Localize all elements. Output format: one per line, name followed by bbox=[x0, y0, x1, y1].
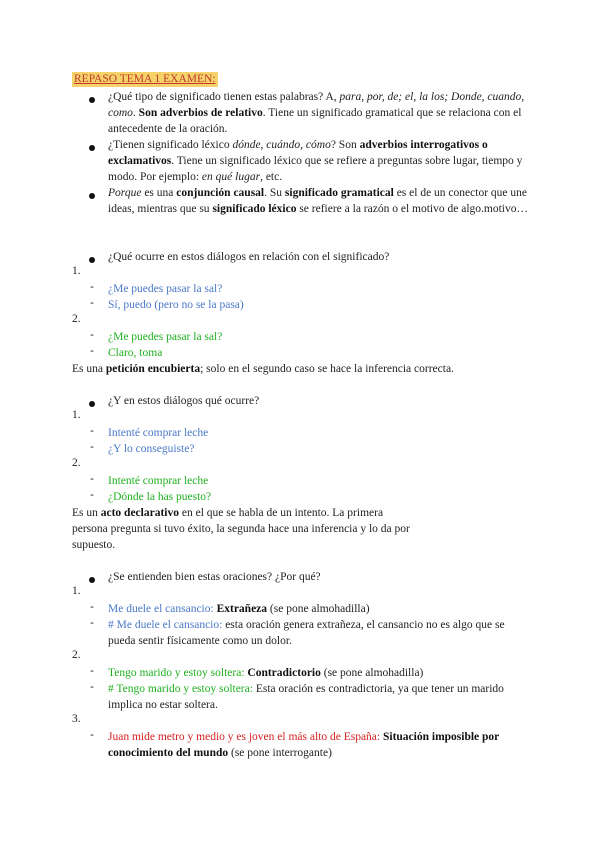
dialog-line: ¿Dónde la has puesto? bbox=[108, 491, 212, 503]
dash-marker: - bbox=[90, 729, 94, 741]
answer-4 bbox=[72, 361, 532, 377]
question-3 bbox=[108, 185, 528, 217]
s1a-quote: Me duele el cansancio: bbox=[108, 603, 217, 615]
dash-marker: - bbox=[90, 473, 94, 485]
s1a-bold: Extrañeza bbox=[216, 603, 268, 615]
question-1 bbox=[108, 89, 528, 137]
list-number: 2. bbox=[72, 313, 81, 325]
q1-examples: para, por, de; el, la los; Donde, cuando, como bbox=[108, 91, 525, 119]
q2-example-italic: en qué lugar bbox=[201, 171, 261, 183]
a5-text-c: en el que se habla de un intento. La primera persona pregunta si tuvo éxito, la segunda hace una inferencia y lo da por supuesto. bbox=[72, 507, 410, 551]
bullet-icon bbox=[89, 97, 95, 103]
sentence-2b bbox=[108, 681, 528, 713]
s2b-quote: # Tengo marido y estoy soltera: bbox=[108, 683, 256, 695]
q2-text-a: ¿Tienen significado léxico bbox=[108, 139, 233, 151]
q3-word-italic: Porque bbox=[108, 187, 142, 199]
dash-marker: - bbox=[90, 297, 94, 309]
a5-text-a: Es un bbox=[72, 507, 101, 519]
q1-text-c: . bbox=[132, 107, 139, 119]
bullet-icon bbox=[89, 401, 95, 407]
dialog-line: ¿Y lo conseguiste? bbox=[108, 443, 195, 455]
sentence-3a bbox=[108, 729, 528, 761]
sentence-2a bbox=[108, 665, 528, 681]
s2a-bold: Contradictorio bbox=[247, 667, 321, 679]
a4-bold: petición encubierta bbox=[105, 363, 201, 375]
q3-bold-g: significado léxico bbox=[212, 203, 297, 215]
q3-bold-c: conjunción causal bbox=[176, 187, 265, 199]
q2-text-e: . Tiene un significado léxico que se refiere a preguntas sobre lugar, tiempo y modo. Por ejemplo: bbox=[108, 155, 523, 183]
dash-marker: - bbox=[90, 329, 94, 341]
q3-bold-e: significado gramatical bbox=[284, 187, 394, 199]
dash-marker: - bbox=[90, 601, 94, 613]
list-number: 2. bbox=[72, 457, 81, 469]
dialog-line: Claro, toma bbox=[108, 347, 163, 359]
q1-text-e: . Tiene un significado gramatical que se relaciona con el antecedente de la oración. bbox=[108, 107, 522, 135]
question-5: ¿Y en estos diálogos qué ocurre? bbox=[108, 395, 260, 407]
q3-text-b: es una bbox=[141, 187, 177, 199]
dash-marker: - bbox=[90, 281, 94, 293]
q3-text-d: . Su bbox=[264, 187, 285, 199]
q1-answer-bold: Son adverbios de relativo bbox=[138, 107, 263, 119]
list-number: 2. bbox=[72, 649, 81, 661]
s1a-note: (se pone almohadilla) bbox=[267, 603, 370, 615]
a4-text-c: ; solo en el segundo caso se hace la inferencia correcta. bbox=[200, 363, 454, 375]
sentence-1a bbox=[108, 601, 528, 617]
q3-text-f: es el de un conector que une ideas, mientras que su bbox=[108, 187, 527, 215]
dash-marker: - bbox=[90, 441, 94, 453]
bullet-icon bbox=[89, 577, 95, 583]
dash-marker: - bbox=[90, 617, 94, 629]
dash-marker: - bbox=[90, 681, 94, 693]
s2a-quote: Tengo marido y estoy soltera: bbox=[108, 667, 248, 679]
dialog-line: Intenté comprar leche bbox=[108, 475, 209, 487]
list-number: 1. bbox=[72, 409, 81, 421]
s3a-quote: Juan mide metro y medio y es joven el más alto de España: bbox=[108, 731, 383, 743]
bullet-icon bbox=[89, 257, 95, 263]
page-title: REPASO TEMA 1 EXAMEN: bbox=[74, 73, 216, 85]
list-number: 1. bbox=[72, 265, 81, 277]
list-number: 3. bbox=[72, 713, 81, 725]
s2a-note: (se pone almohadilla) bbox=[320, 667, 424, 679]
question-4: ¿Qué ocurre en estos diálogos en relación con el significado? bbox=[108, 251, 390, 263]
dash-marker: - bbox=[90, 345, 94, 357]
q1-text-a: ¿Qué tipo de significado tienen estas palabras? A, bbox=[108, 91, 340, 103]
q2-text-c: ? Son bbox=[330, 139, 360, 151]
dialog-line: ¿Me puedes pasar la sal? bbox=[108, 331, 223, 343]
a5-bold: acto declarativo bbox=[100, 507, 179, 519]
a4-text-a: Es una bbox=[72, 363, 106, 375]
answer-5 bbox=[72, 505, 412, 553]
s3a-bold: Situación imposible por conocimiento del mundo bbox=[108, 731, 500, 759]
dash-marker: - bbox=[90, 489, 94, 501]
dash-marker: - bbox=[90, 425, 94, 437]
question-6: ¿Se entienden bien estas oraciones? ¿Por qué? bbox=[108, 571, 321, 583]
dash-marker: - bbox=[90, 665, 94, 677]
s3a-note: (se pone interrogante) bbox=[228, 747, 332, 759]
dialog-line: Sí, puedo (pero no se la pasa) bbox=[108, 299, 244, 311]
s1b-text: esta oración genera extrañeza, el cansancio no es algo que se pueda sentir físicamente como un dolor. bbox=[108, 619, 505, 647]
dialog-line: ¿Me puedes pasar la sal? bbox=[108, 283, 223, 295]
dialog-line: Intenté comprar leche bbox=[108, 427, 209, 439]
sentence-1b bbox=[108, 617, 528, 649]
q2-text-g: , etc. bbox=[260, 171, 283, 183]
q3-text-h: se refiere a la razón o el motivo de algo.motivo… bbox=[296, 203, 528, 215]
q2-answer-bold: adverbios interrogativos o exclamativos bbox=[108, 139, 488, 167]
list-number: 1. bbox=[72, 585, 81, 597]
q2-examples: dónde, cuándo, cómo bbox=[232, 139, 331, 151]
bullet-icon bbox=[89, 145, 95, 151]
question-2 bbox=[108, 137, 528, 185]
s2b-text: Esta oración es contradictoria, ya que tener un marido implica no estar soltera. bbox=[108, 683, 504, 711]
s1b-quote: # Me duele el cansancio: bbox=[108, 619, 226, 631]
bullet-icon bbox=[89, 193, 95, 199]
